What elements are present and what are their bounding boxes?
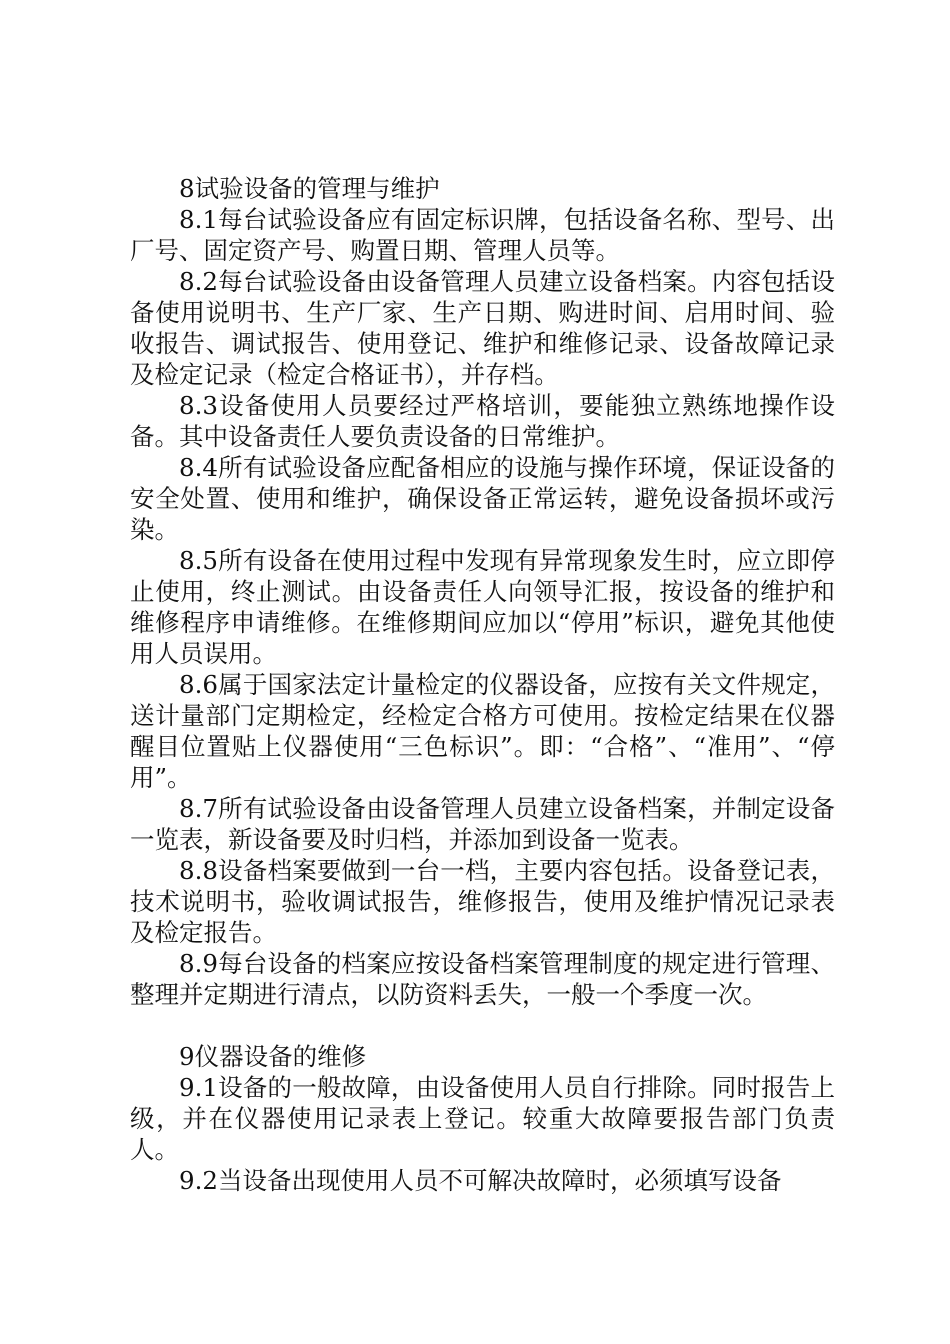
paragraph-8-4: 8.4所有试验设备应配备相应的设施与操作环境，保证设备的安全处置、使用和维护，确保设备正常运转，避免设备损坏或污染。 (130, 453, 835, 544)
section-spacer (130, 1010, 835, 1041)
paragraph-8-5: 8.5所有设备在使用过程中发现有异常现象发生时，应立即停止使用，终止测试。由设备责任人向领导汇报，按设备的维护和维修程序申请维修。在维修期间应加以“停用”标识，避免其他使用人员误用。 (130, 546, 835, 668)
paragraph-8-1: 8.1每台试验设备应有固定标识牌，包括设备名称、型号、出厂号、固定资产号、购置日期、管理人员等。 (130, 205, 835, 265)
section-heading-8: 8试验设备的管理与维护 (179, 174, 440, 203)
paragraph-8-2: 8.2每台试验设备由设备管理人员建立设备档案。内容包括设备使用说明书、生产厂家、生产日期、购进时间、启用时间、验收报告、调试报告、使用登记、维护和维修记录、设备故障记录及检定记录（检定合格证书），并存档。 (130, 267, 835, 389)
paragraph-8-7: 8.7所有试验设备由设备管理人员建立设备档案，并制定设备一览表，新设备要及时归档，并添加到设备一览表。 (130, 794, 835, 854)
paragraph-8-3: 8.3设备使用人员要经过严格培训，要能独立熟练地操作设备。其中设备责任人要负责设备的日常维护。 (130, 391, 835, 451)
paragraph-8-6: 8.6属于国家法定计量检定的仪器设备，应按有关文件规定，送计量部门定期检定，经检定合格方可使用。按检定结果在仪器醒目位置贴上仪器使用“三色标识”。即：“合格”、“准用”、“停用”。 (130, 670, 835, 792)
paragraph-8-9: 8.9每台设备的档案应按设备档案管理制度的规定进行管理、整理并定期进行清点，以防资料丢失，一般一个季度一次。 (130, 949, 835, 1009)
paragraph-9-1: 9.1设备的一般故障，由设备使用人员自行排除。同时报告上级，并在仪器使用记录表上登记。较重大故障要报告部门负责人。 (130, 1073, 835, 1164)
paragraph-8-8: 8.8设备档案要做到一台一档，主要内容包括。设备登记表，技术说明书，验收调试报告，维修报告，使用及维护情况记录表及检定报告。 (130, 856, 835, 947)
section-heading-9: 9仪器设备的维修 (179, 1042, 367, 1071)
document-body (130, 173, 835, 1196)
paragraph-9-2: 9.2当设备出现使用人员不可解决故障时，必须填写设备 (179, 1166, 782, 1195)
